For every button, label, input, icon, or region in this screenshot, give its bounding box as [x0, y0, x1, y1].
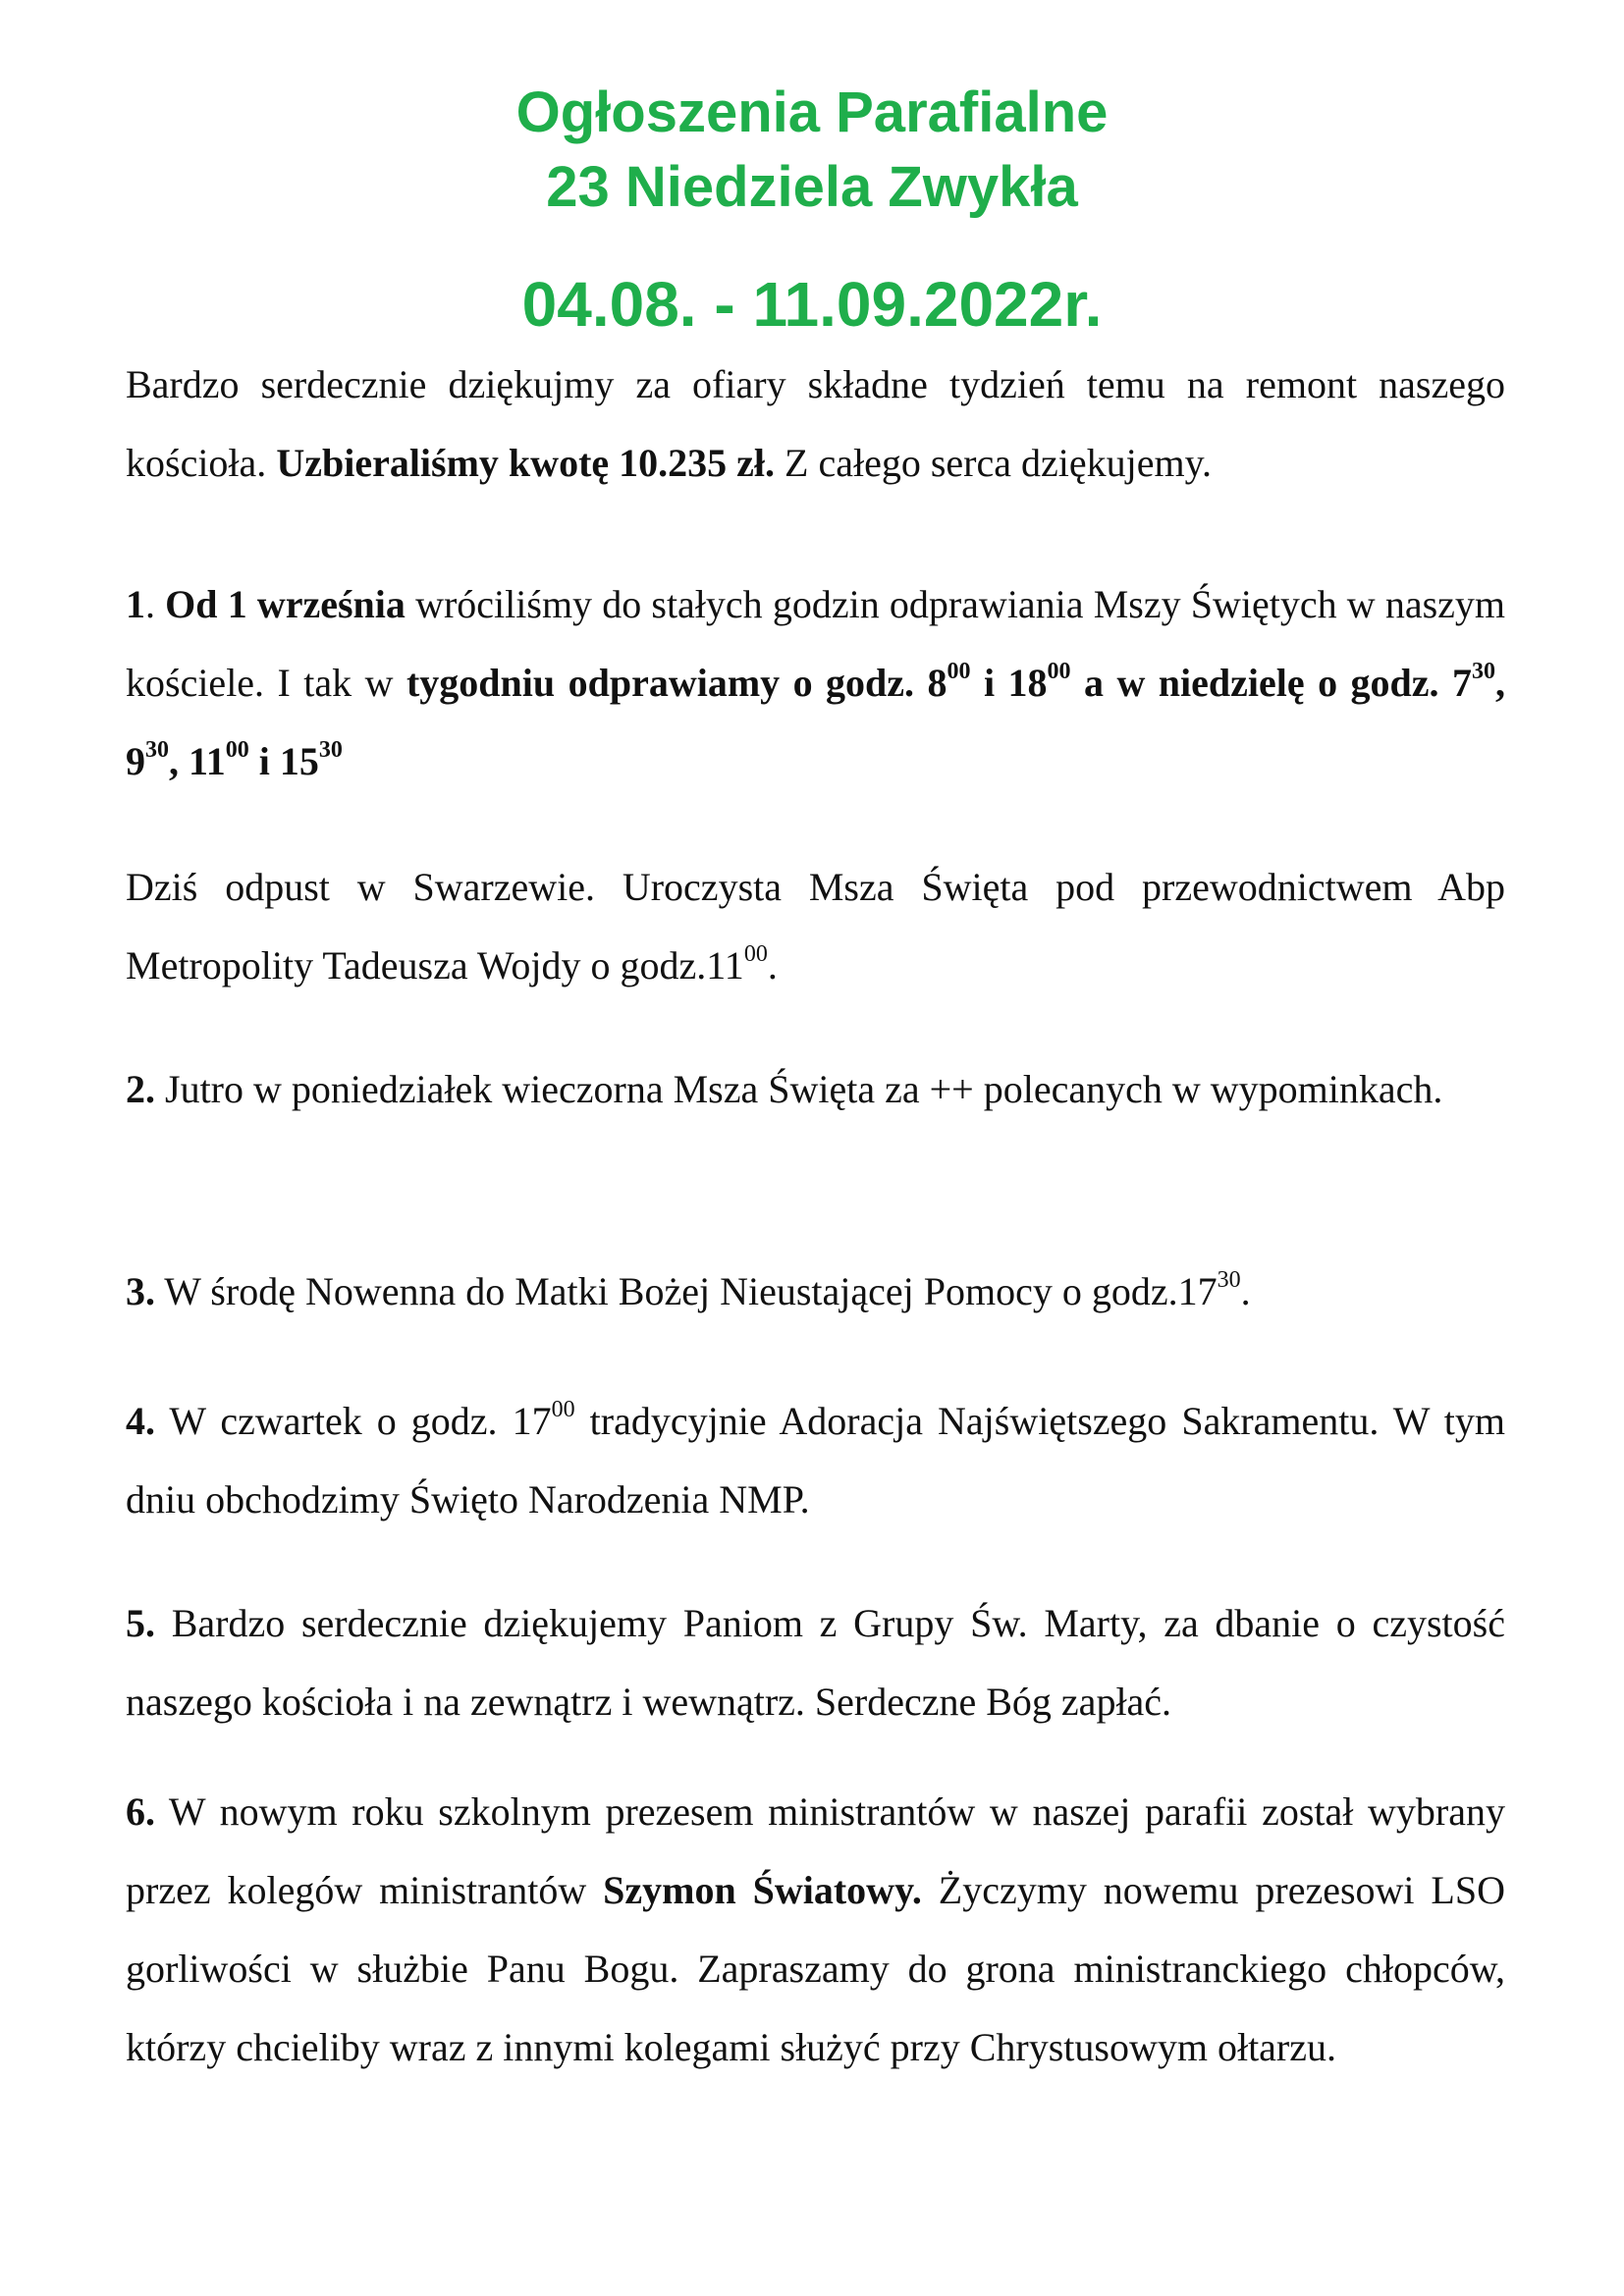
intro-text: Bardzo serdecznie dziękujmy za ofiary składne tydzień temu na remont naszego kościoła. [126, 362, 1505, 485]
item-number: 3. [126, 1269, 155, 1313]
page-subtitle: 23 Niedziela Zwykła [546, 155, 1078, 219]
odpust-paragraph: Dziś odpust w Swarzewie. Uroczysta Msza Święta pod przewodnictwem Abp Metropolity Tadeusza Wojdy o $godz.11^{00}$. [126, 865, 1505, 988]
announcement-item-4: 4. W czwartek o godz. $17^{00}$ tradycyjnie Adoracja Najświętszego Sakramentu. W tym dniu obchodzimy Święto Narodzenia NMP. [126, 1396, 1505, 1522]
item-number: 4. [126, 1399, 155, 1443]
page-title: Ogłoszenia Parafialne [515, 80, 1109, 144]
mass-times: tygodniu odprawiamy o godz. $8^{00}$ i $18^{00}$ a w niedzielę o godz. $7^{30}$, $9^{30}$, $11^{00}$ i $15^{30}$ [126, 658, 1505, 783]
item-number: 5. [126, 1601, 155, 1645]
collection-amount: Uzbieraliśmy kwotę 10.235 zł. [276, 441, 776, 485]
announcement-item-1: 1. Od 1 września wróciliśmy do stałych godzin odprawiania Mszy Świętych w naszym kościele. I tak w tygodniu odprawiamy o godz. $8^{00}$ i $18^{00}$ a w niedzielę o godz. $7^{30}$, $9^{30}$, $11^{00}$ i $15^{30}$ [126, 582, 1506, 783]
intro-thanks: Z całego serca dziękujemy. [775, 441, 1212, 485]
announcement-item-5: 5. Bardzo serdecznie dziękujemy Paniom z Grupy Św. Marty, za dbanie o czystość naszego kościoła i na zewnątrz i wewnątrz. Serdeczne Bóg zapłać. [126, 1601, 1505, 1724]
item-number: 6. [126, 1789, 155, 1834]
announcement-item-2: 2. Jutro w poniedziałek wieczorna Msza Święta za ++ polecanych w wypominkach. [126, 1067, 1443, 1111]
intro-paragraph [126, 346, 1505, 503]
item-number: 2. [126, 1067, 155, 1111]
announcement-item-3: 3. W środę Nowenna do Matki Bożej Nieustającej Pomocy o $godz.17^{30}$. [126, 1266, 1251, 1313]
announcement-item-6: 6. W nowym roku szkolnym prezesem ministrantów w naszej parafii został wybrany przez kolegów ministrantów Szymon Światowy. Życzymy nowemu prezesowi LSO gorliwości w służbie Panu Bogu. Zapraszamy do grona ministranckiego chłopców, którzy chcieliby wraz z innymi kolegami służyć przy Chrystusowym ołtarzu. [126, 1789, 1505, 2069]
altar-server-name: Szymon Światowy. [603, 1868, 922, 1912]
date-range: 04.08. - 11.09.2022r. [521, 269, 1103, 340]
item-number: 1 [126, 582, 145, 626]
